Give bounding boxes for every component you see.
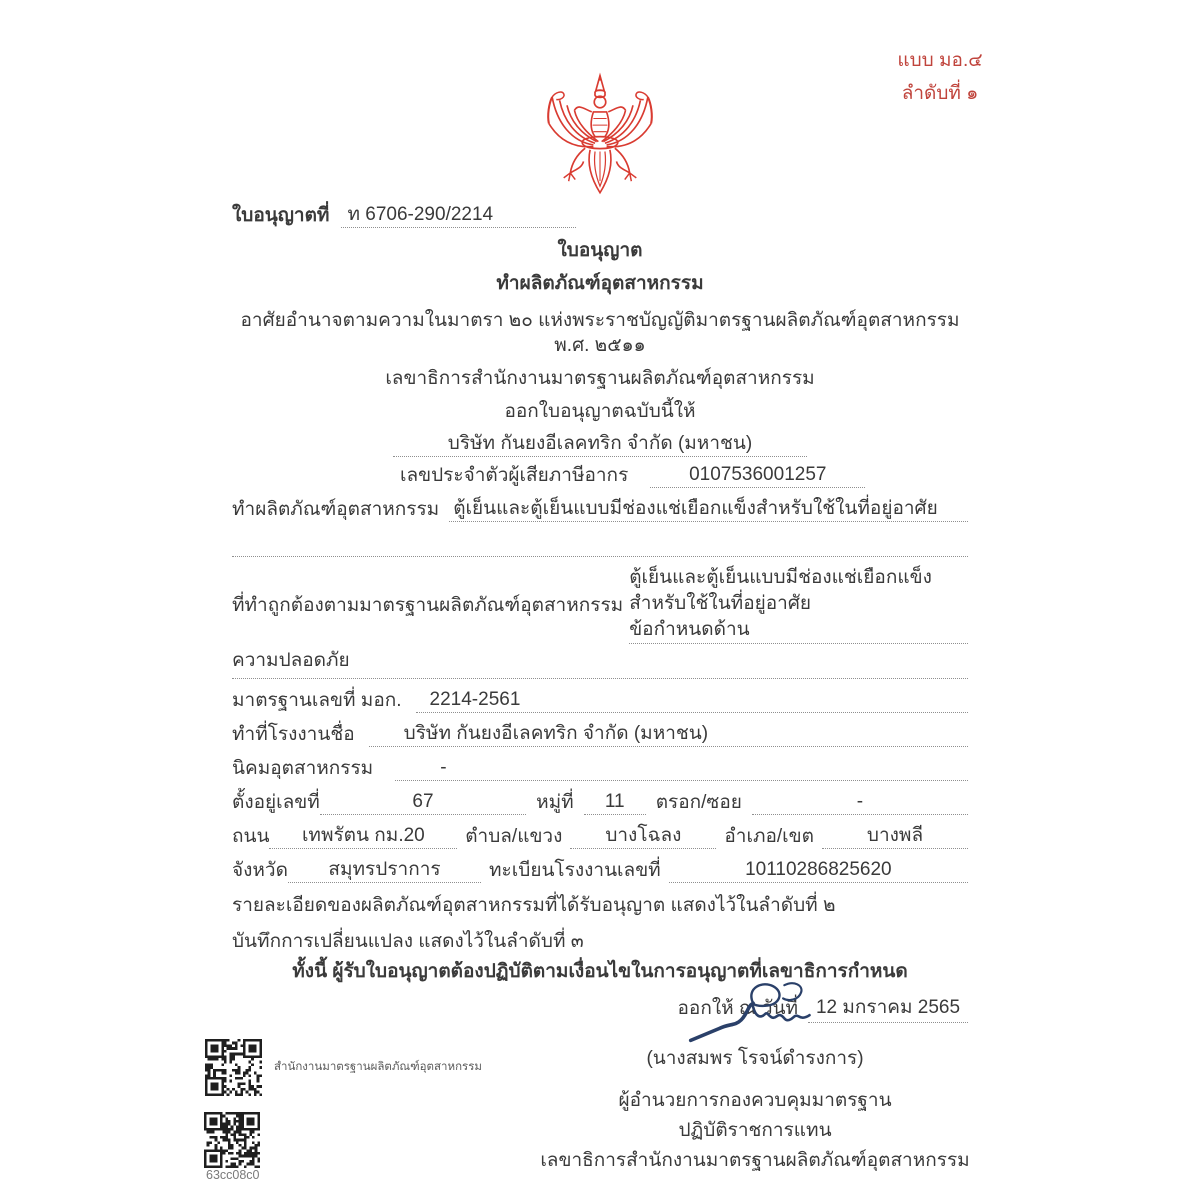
tax-id-label: เลขประจำตัวผู้เสียภาษีอากร	[400, 465, 629, 486]
factory-reg-value: 10110286825620	[669, 858, 968, 883]
issued-date-row	[232, 992, 968, 1023]
qr-code-document	[204, 1112, 260, 1168]
conform-label: ที่ทำถูกต้องตามมาตรฐานผลิตภัณฑ์อุตสาหกรรม	[232, 594, 624, 616]
road-row	[232, 824, 968, 849]
standard-number-label: มาตรฐานเลขที่ มอก.	[232, 690, 402, 711]
issued-date-value: 12 มกราคม 2565	[808, 992, 968, 1023]
industrial-estate-row	[232, 756, 968, 781]
road-value: เทพรัตน กม.20	[269, 824, 457, 849]
standard-number-value: 2214-2561	[416, 688, 968, 713]
signer-title-2: ปฏิบัติราชการแทน	[678, 1120, 832, 1141]
factory-reg-label: ทะเบียนโรงงานเลขที่	[489, 860, 661, 881]
document-body	[232, 194, 968, 1023]
conform-values	[629, 565, 968, 644]
company-line	[232, 431, 968, 457]
qr-code-agency	[205, 1039, 262, 1096]
standard-conformance-row	[232, 565, 968, 644]
form-code: แบบ มอ.๔	[897, 50, 983, 71]
product-label: ทำผลิตภัณฑ์อุตสาหกรรม	[232, 499, 440, 520]
signature	[683, 978, 828, 1048]
standard-number-row	[232, 688, 968, 713]
conform-value-line1: ตู้เย็นและตู้เย็นแบบมีช่องแช่เยือกแข็งสำหรับใช้ในที่อยู่อาศัย	[629, 567, 932, 614]
issue-to-line: ออกใบอนุญาตฉบับนี้ให้	[504, 401, 696, 422]
district-value: บางพลี	[822, 824, 968, 849]
soi-label: ตรอก/ซอย	[655, 792, 742, 813]
industrial-estate-label: นิคมอุตสาหกรรม	[232, 758, 374, 779]
province-value: สมุทรปราการ	[288, 858, 481, 883]
tax-id-row	[232, 463, 968, 488]
product-value: ตู้เย็นและตู้เย็นแบบมีช่องแช่เยือกแข็งสำหรับใช้ในที่อยู่อาศัย	[449, 497, 968, 522]
license-number-row	[232, 203, 968, 228]
issued-date-label: ออกให้ ณ วันที่	[677, 998, 798, 1019]
product-row	[232, 497, 968, 522]
change-note-line: บันทึกการเปลี่ยนแปลง แสดงไว้ในลำดับที่ ๓	[232, 931, 584, 952]
qr-agency-label: สำนักงานมาตรฐานผลิตภัณฑ์อุตสาหกรรม	[274, 1061, 482, 1073]
document-title: ใบอนุญาต	[557, 240, 643, 261]
garuda-emblem-icon	[534, 55, 666, 215]
factory-name-label: ทำที่โรงงานชื่อ	[232, 724, 355, 745]
sequence-number: ลำดับที่ ๑	[901, 83, 979, 104]
license-number-value: ท 6706-290/2214	[341, 203, 576, 228]
province-label: จังหวัด	[232, 860, 288, 881]
qr-document-code: 63cc08c0	[206, 1168, 260, 1182]
soi-value: -	[752, 790, 968, 815]
tax-id-value: 0107536001257	[650, 463, 865, 488]
conform-value-line3: ความปลอดภัย	[232, 648, 968, 679]
factory-name-value: บริษัท กันยงอีเลคทริก จำกัด (มหาชน)	[369, 722, 968, 747]
form-code-block	[880, 44, 1000, 110]
district-label: อำเภอ/เขต	[724, 826, 814, 847]
document-subtitle: ทำผลิตภัณฑ์อุตสาหกรรม	[496, 273, 704, 294]
company-name: บริษัท กันยงอีเลคทริก จำกัด (มหาชน)	[393, 431, 807, 457]
signer-name: (นางสมพร โรจน์ดำรงการ)	[646, 1048, 864, 1069]
authority-line-1: อาศัยอำนาจตามความในมาตรา ๒๐ แห่งพระราชบัญญัติมาตรฐานผลิตภัณฑ์อุตสาหกรรม พ.ศ. ๒๕๑๑	[240, 310, 960, 356]
subdistrict-value: บางโฉลง	[570, 824, 716, 849]
address-row	[232, 790, 968, 815]
license-number-label: ใบอนุญาตที่	[232, 205, 330, 226]
subdistrict-label: ตำบล/แขวง	[465, 826, 563, 847]
conform-value-line2: ข้อกำหนดด้าน	[629, 617, 968, 644]
detail-note-line: รายละเอียดของผลิตภัณฑ์อุตสาหกรรมที่ได้รับอนุญาต แสดงไว้ในลำดับที่ ๒	[232, 895, 836, 916]
conditions-line: ทั้งนี้ ผู้รับใบอนุญาตต้องปฏิบัติตามเงื่อนไขในการอนุญาตที่เลขาธิการกำหนด	[292, 961, 908, 982]
signer-block	[540, 1044, 970, 1176]
moo-value: 11	[584, 790, 646, 815]
address-no-value: 67	[320, 790, 526, 815]
product-continuation-line	[232, 536, 968, 557]
signer-title-3: เลขาธิการสำนักงานมาตรฐานผลิตภัณฑ์อุตสาหกรรม	[540, 1150, 970, 1171]
signer-title-1: ผู้อำนวยการกองควบคุมมาตรฐาน	[618, 1090, 892, 1111]
province-row	[232, 858, 968, 883]
address-no-label: ตั้งอยู่เลขที่	[232, 792, 320, 813]
authority-line-2: เลขาธิการสำนักงานมาตรฐานผลิตภัณฑ์อุตสาหกรรม	[385, 368, 815, 389]
road-label: ถนน	[232, 826, 270, 847]
factory-name-row	[232, 722, 968, 747]
moo-label: หมู่ที่	[536, 792, 574, 813]
industrial-estate-value: -	[395, 756, 968, 781]
